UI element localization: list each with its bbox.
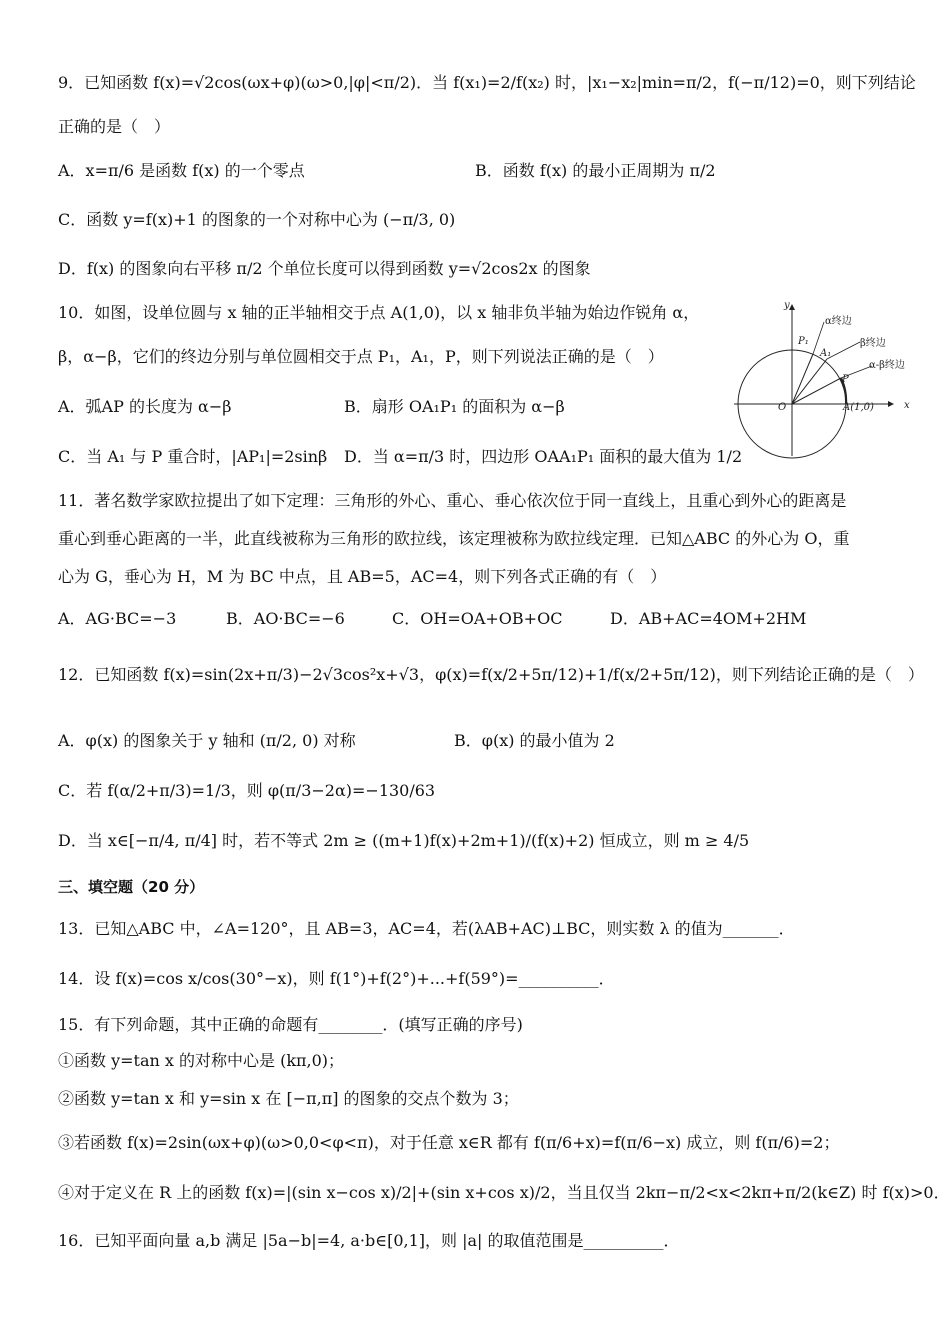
q11-stem-cont: 重心到垂心距离的一半，此直线被称为三角形的欧拉线，该定理被称为欧拉线定理．已知△ABC 的外心为 O，重 [58,529,850,548]
point-a-label: A(1,0) [843,402,874,413]
q12-option-c: C．若 f(α/2+π/3)=1/3，则 φ(π/3−2α)=−130/63 [58,781,436,800]
y-axis-label: y [784,300,790,311]
q9-stem: 9．已知函数 f(x)=√2cos(ωx+φ)(ω>0,|φ|<π/2)．当 f(x₁)=2/f(x₂) 时，|x₁−x₂|min=π/2，f(−π/12)=0，则下列结论 [58,73,916,92]
q11-option-a: A．AG·BC=−3 [58,609,177,628]
q9-option-b: B．函数 f(x) 的最小正周期为 π/2 [475,161,716,180]
beta-ray-label: β终边 [860,338,886,349]
ray-beta [792,359,827,404]
q10-option-d: D．当 α=π/3 时，四边形 OAA₁P₁ 面积的最大值为 1/2 [344,447,743,466]
q12-option-a: A．φ(x) 的图象关于 y 轴和 (π/2, 0) 对称 [58,731,356,750]
q10-option-b: B．扇形 OA₁P₁ 的面积为 α−β [344,397,565,416]
q9-option-a: A．x=π/6 是函数 f(x) 的一个零点 [58,161,305,180]
q13: 13．已知△ABC 中，∠A=120°，且 AB=3，AC=4，若(λAB+AC)⊥BC，则实数 λ 的值为_______． [58,919,795,938]
q11-option-b: B．AO·BC=−6 [226,609,345,628]
ray-alpha-minus-beta [792,378,841,404]
q15-item-2: ②函数 y=tan x 和 y=sin x 在 [−π,π] 的图象的交点个数为 3； [58,1089,519,1108]
point-p1-label: P₁ [798,336,809,347]
q15-item-4: ④对于定义在 R 上的函数 f(x)=|(sin x−cos x)/2|+(sin x+cos x)/2，当且仅当 2kπ−π/2<x<2kπ+π/2(k∈Z) 时 f(x)>0． [58,1183,950,1202]
q16: 16．已知平面向量 a,b 满足 |5a−b|=4, a·b∈[0,1]，则 |a| 的取值范围是__________． [58,1231,680,1250]
q12-option-b: B．φ(x) 的最小值为 2 [454,731,615,750]
origin-label: O [778,402,787,413]
ray-beta-ext [827,342,860,359]
ray-alpha [792,354,813,404]
q9-option-d: D．f(x) 的图象向右平移 π/2 个单位长度可以得到函数 y=√2cos2x 的图象 [58,259,591,278]
q11-option-d: D．AB+AC=4OM+2HM [610,609,807,628]
y-axis-arrow-icon [789,304,795,310]
q9-option-c: C．函数 y=f(x)+1 的图象的一个对称中心为 (−π/3, 0) [58,210,456,229]
q10-stem: 10．如图，设单位圆与 x 轴的正半轴相交于点 A(1,0)，以 x 轴非负半轴为始边作锐角 α， [58,303,700,322]
q11-stem-cont2: 心为 G，垂心为 H，M 为 BC 中点，且 AB=5，AC=4，则下列各式正确的有（ ） [58,567,667,586]
point-p-label: P [842,374,849,385]
amb-ray-label: α-β终边 [869,360,905,371]
unit-circle-figure [732,298,922,460]
q15: 15．有下列命题，其中正确的命题有________．(填写正确的序号) [58,1015,523,1034]
point-a1-label: A₁ [820,348,832,359]
q12-stem: 12．已知函数 f(x)=sin(2x+π/3)−2√3cos²x+√3，φ(x)=f(x/2+5π/12)+1/f(x/2+5π/12)，则下列结论正确的是（ ） [58,665,924,684]
section-fill-blank-heading: 三、填空题（20 分） [58,878,205,896]
x-axis-arrow-icon [888,401,894,407]
q15-item-1: ①函数 y=tan x 的对称中心是 (kπ,0)； [58,1051,345,1070]
q12-option-d: D．当 x∈[−π/4, π/4] 时，若不等式 2m ≥ ((m+1)f(x)+2m+1)/(f(x)+2) 恒成立，则 m ≥ 4/5 [58,831,750,850]
x-axis-label: x [904,400,910,411]
q14: 14．设 f(x)=cos x/cos(30°−x)，则 f(1°)+f(2°)+...+f(59°)=__________． [58,969,615,988]
q9-stem-cont: 正确的是（ ） [58,117,171,136]
q11-stem: 11．著名数学家欧拉提出了如下定理：三角形的外心、重心、垂心依次位于同一直线上，且重心到外心的距离是 [58,491,847,510]
q10-stem-cont: β，α−β，它们的终边分别与单位圆相交于点 P₁，A₁，P，则下列说法正确的是（ ） [58,347,664,366]
q11-option-c: C．OH=OA+OB+OC [392,609,563,628]
alpha-ray-label: α终边 [825,316,852,327]
q10-option-a: A．弧AP 的长度为 α−β [58,397,232,416]
q15-item-3: ③若函数 f(x)=2sin(ωx+φ)(ω>0,0<φ<π)，对于任意 x∈R 都有 f(π/6+x)=f(π/6−x) 成立，则 f(π/6)=2； [58,1133,840,1152]
q10-option-c: C．当 A₁ 与 P 重合时，|AP₁|=2sinβ [58,447,328,466]
